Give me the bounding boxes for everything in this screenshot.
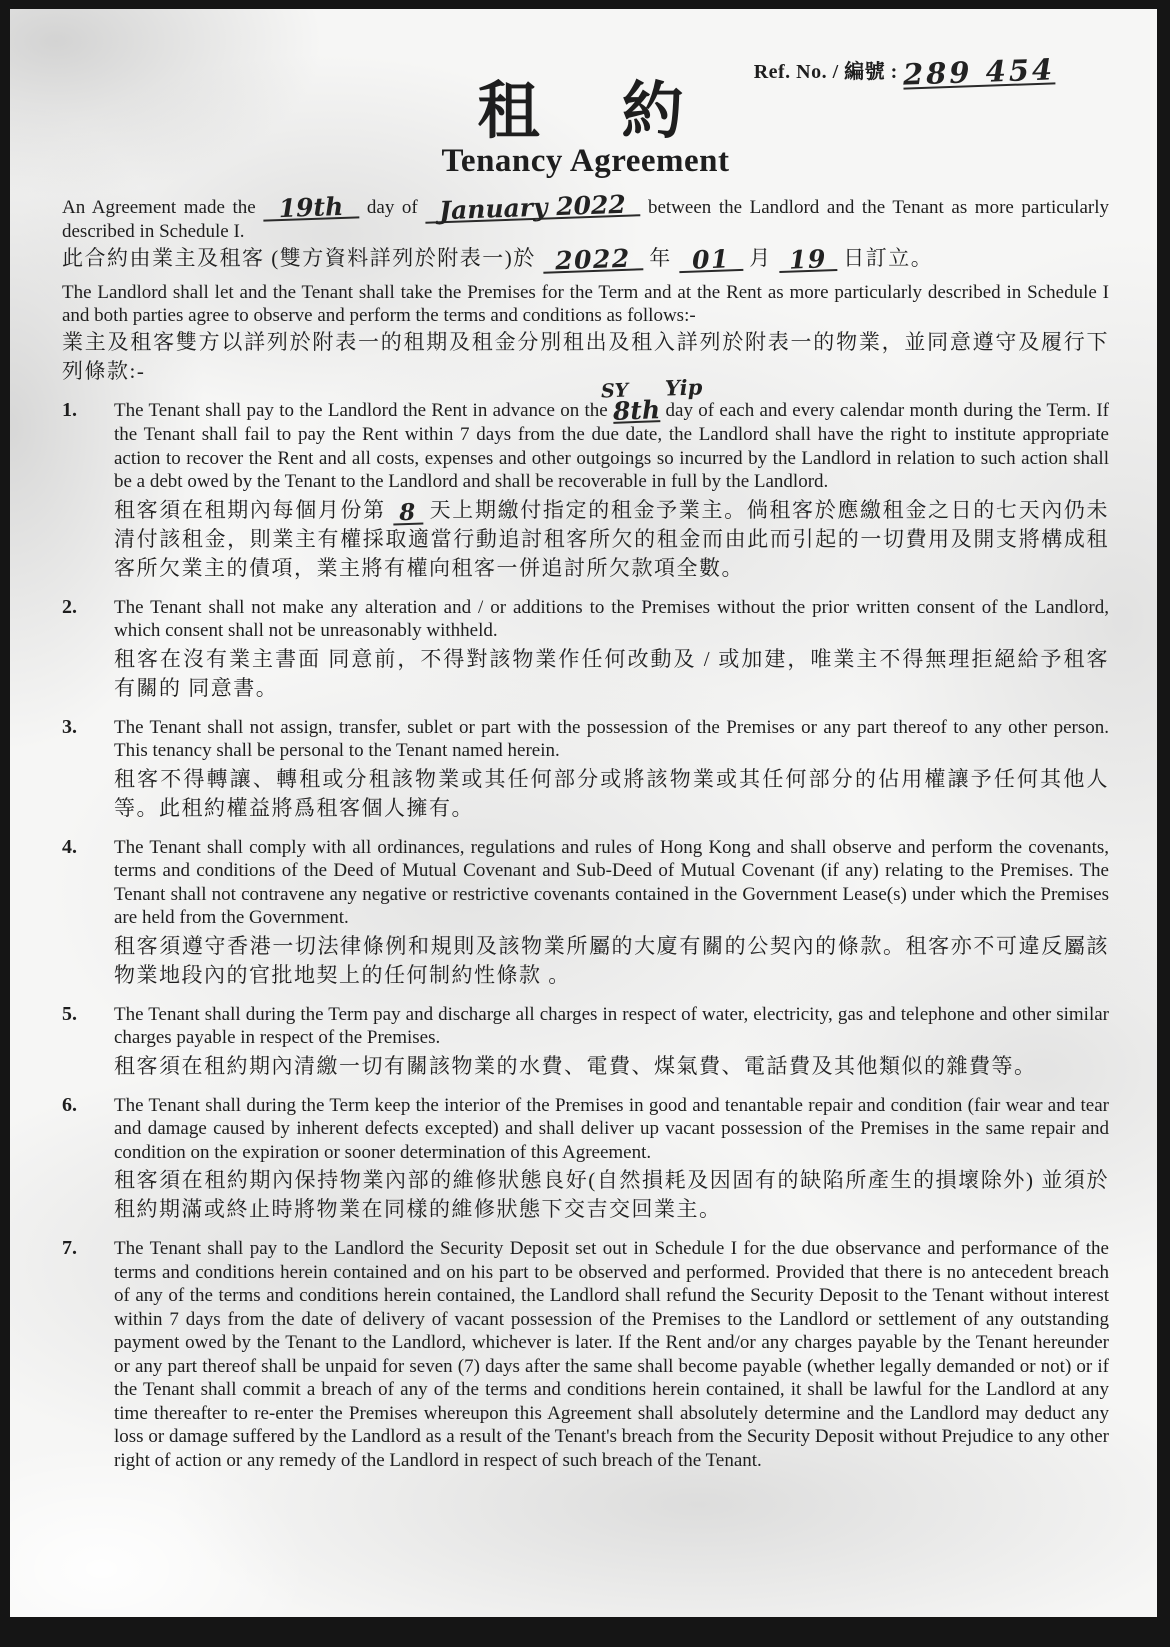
clause-7-text-english: The Tenant shall pay to the Landlord the Security Deposit set out in Schedule I for the due observance and performance of the terms and conditions herein contained and on his part to be observed and performed. Provided that there is no antecedent breach of any of the terms and conditions herein contained, the Landlord shall refund the Security Deposit to the Tenant without interest within 7 days from the date of delivery of vacant possession of the Premises to the Landlord or settlement of any outstanding payment owed by the Tenant to the Landlord, whichever is later. If the Rent and/or any charges payable by the Tenant hereunder or any part thereof shall be unpaid for seven (7) days after the same shall become payable (whether legally demanded or not) or if the Tenant shall commit a breach of any of the terms and conditions herein contained, it shall be lawful for the Landlord at any time thereafter to re-enter the Premises whereupon this Agreement shall absolutely determine and the Landlord may deduct any loss or damage suffered by the Landlord as a result of the Tenant's breach from the Security Deposit without Prejudice to any other right of action or any remedy of the Landlord in respect of such breach of the Tenant. bbox=[114, 1238, 1109, 1471]
intro-text-post: between the Landlord and the Tenant as more particularly described in Schedule I. bbox=[62, 197, 1110, 243]
intro-text-mid: day of bbox=[366, 197, 418, 219]
clause-2-text-chinese: 租客在沒有業主書面 同意前，不得對該物業作任何改動及 / 或加建，唯業主不得無理拒絕給予租客有關的 同意書。 bbox=[114, 646, 1109, 700]
clause-1-en-post: day of each and every calendar month during the Term. If the Tenant shall fail to pay the Rent within 7 days from the due date, the Landlord shall have the right to institute appropriate action to recover the Rent and all costs, expenses and other outgoings so incurred by the Landlord in relation to such action shall be a debt owed by the Tenant to the Landlord and shall be recoverable in full by the Landlord. bbox=[114, 399, 1110, 493]
ref-number-label: Ref. No. / 編號 : bbox=[753, 61, 898, 83]
intro-zh-post: 日訂立。 bbox=[843, 245, 934, 270]
clause-5 bbox=[62, 1003, 1109, 1081]
clause-1-zh-pre: 租客須在租期內每個月份第 bbox=[114, 497, 386, 522]
recital-paragraph-chinese: 業主及租客雙方以詳列於附表一的租期及租金分別租出及租入詳列於附表一的物業，並同意遵守及履行下列條款:- bbox=[62, 329, 1109, 383]
day-fill-handwritten: 19th bbox=[263, 195, 360, 222]
clause-1-day-fill-handwritten: 8th bbox=[612, 395, 661, 426]
intro-paragraph-chinese bbox=[62, 243, 1109, 276]
clause-3-number: 3. bbox=[62, 715, 77, 738]
clause-5-text-english: The Tenant shall during the Term pay and discharge all charges in respect of water, electricity, gas and telephone and other similar charges payable in respect of the Premises. bbox=[114, 1003, 1109, 1049]
clause-4 bbox=[62, 836, 1109, 990]
clause-1-text-english bbox=[114, 374, 1110, 494]
clause-6 bbox=[62, 1094, 1109, 1225]
clause-1-initials-yip-handwritten: Yip bbox=[664, 374, 703, 401]
month-year-fill-handwritten: January 2022 bbox=[425, 193, 641, 224]
document-page bbox=[10, 9, 1157, 1617]
intro-paragraph-english bbox=[62, 189, 1110, 244]
clause-1 bbox=[62, 374, 1110, 583]
clause-4-text-chinese: 租客須遵守香港一切法律條例和規則及該物業所屬的大廈有關的公契內的條款。租客亦不可違反屬該物業地段內的官批地契上的任何制約性條款 。 bbox=[114, 933, 1109, 987]
clause-2 bbox=[62, 596, 1109, 703]
clause-3-text-chinese: 租客不得轉讓、轉租或分租該物業或其任何部分或將該物業或其任何部分的佔用權讓予任何其他人等。此租約權益將爲租客個人擁有。 bbox=[114, 766, 1109, 820]
title-english: Tenancy Agreement bbox=[441, 143, 730, 180]
year-fill-handwritten: 2022 bbox=[542, 247, 643, 274]
clause-2-text-english: The Tenant shall not make any alteration and / or additions to the Premises without the prior written consent of the Landlord, which consent shall not be unreasonably withheld. bbox=[114, 596, 1109, 642]
clause-4-number: 4. bbox=[62, 835, 77, 858]
clause-1-zh-post: 天上期繳付指定的租金予業主。倘租客於應繳租金之日的七天內仍未清付該租金，則業主有權採取適當行動追討租客所欠的租金而由此而引起的一切費用及開支將構成租客所欠業主的債項，業主將有權向租客一併追討所欠款項全數。 bbox=[114, 497, 1110, 580]
clause-1-text-chinese bbox=[114, 496, 1109, 583]
clause-1-initials-sy-handwritten: SY bbox=[600, 379, 629, 403]
ref-number-value-handwritten: 289 454 bbox=[902, 52, 1056, 92]
clause-3-text-english: The Tenant shall not assign, transfer, sublet or part with the possession of the Premises or any part thereof to any other person. This tenancy shall be personal to the Tenant named herein. bbox=[114, 716, 1109, 762]
clause-3 bbox=[62, 716, 1109, 823]
title-chinese: 租 約 bbox=[477, 78, 694, 147]
clause-6-number: 6. bbox=[62, 1093, 77, 1116]
clause-4-text-english: The Tenant shall comply with all ordinances, regulations and rules of Hong Kong and shall observe and perform the covenants, terms and conditions of the Deed of Mutual Covenant and Sub-Deed of Mutual Covenant (if any) relating to the Premises. The Tenant shall not contravene any negative or restrictive covenants contained in the Government Lease(s) under which the Premises are held from the Government. bbox=[114, 836, 1109, 929]
month-fill-handwritten: 01 bbox=[678, 248, 743, 273]
clause-6-text-english: The Tenant shall during the Term keep the interior of the Premises in good and tenantable repair and condition (fair wear and tear and damage caused by inherent defects excepted) and shall deliver up vacant possession of the Premises in the same repair and condition on the expiration or sooner determination of this Agreement. bbox=[114, 1094, 1109, 1163]
clause-7 bbox=[62, 1237, 1109, 1472]
clause-2-number: 2. bbox=[62, 595, 77, 618]
document-content bbox=[10, 9, 1157, 1472]
clause-1-number: 1. bbox=[62, 398, 77, 421]
recital-paragraph-english: The Landlord shall let and the Tenant shall take the Premises for the Term and at the Rent as more particularly described in Schedule I and both parties agree to observe and perform the terms and conditions as follows:- bbox=[62, 281, 1109, 327]
intro-zh-month-label: 月 bbox=[749, 245, 772, 270]
clause-1-en-pre: The Tenant shall pay to the Landlord the Rent in advance on the bbox=[114, 399, 608, 421]
clause-7-number: 7. bbox=[62, 1237, 77, 1260]
day-fill-zh-handwritten: 19 bbox=[778, 248, 837, 273]
clause-5-text-chinese: 租客須在租約期內清繳一切有關該物業的水費、電費、煤氣費、電話費及其他類似的雜費等。 bbox=[114, 1053, 1037, 1078]
intro-zh-year-label: 年 bbox=[649, 245, 672, 270]
intro-text-pre: An Agreement made the bbox=[62, 197, 256, 219]
clause-1-day-fill-zh-handwritten: 8 bbox=[392, 502, 423, 525]
clause-5-number: 5. bbox=[62, 1002, 77, 1025]
intro-zh-pre: 此合約由業主及租客 (雙方資料詳列於附表一)於 bbox=[62, 245, 536, 270]
clause-6-text-chinese: 租客須在租約期內保持物業內部的維修狀態良好(自然損耗及因固有的缺陷所產生的損壞除外) 並須於租約期滿或終止時將物業在同樣的維修狀態下交吉交回業主。 bbox=[114, 1168, 1109, 1222]
